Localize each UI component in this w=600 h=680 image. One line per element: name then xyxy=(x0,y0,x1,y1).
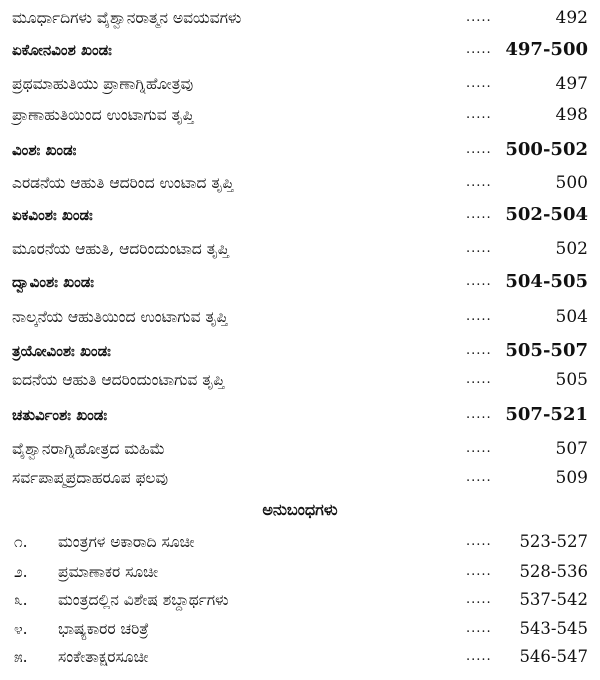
section-title: ತ್ರಯೋವಿಂಶಃ ಖಂಡಃ xyxy=(12,342,111,360)
toc-entry xyxy=(0,437,600,461)
leader-dots: ..... xyxy=(466,175,492,190)
leader-dots: ..... xyxy=(466,592,492,607)
item-title: ಸಂಕೇತಾಕ್ಷರಸೂಚೀ xyxy=(58,648,149,666)
leader-dots: ..... xyxy=(466,309,492,324)
page-range: 546-547 xyxy=(519,647,588,666)
entry-title: ಐದನೆಯ ಆಹುತಿ ಆದರಿಂದುಂಟಾಗುವ ತೃಪ್ತಿ xyxy=(12,371,225,389)
page-number: 497 xyxy=(555,74,588,94)
leader-dots: ..... xyxy=(466,534,492,549)
entry-title: ಪ್ರಾಣಾಹುತಿಯಿಂದ ಉಂಟಾಗುವ ತೃಪ್ತಿ xyxy=(12,106,194,124)
appendix-item xyxy=(0,617,600,641)
page-number: 500 xyxy=(555,173,588,193)
page-range: 523-527 xyxy=(519,532,588,551)
leader-dots: ..... xyxy=(466,10,492,25)
toc-entry xyxy=(0,305,600,329)
toc-section xyxy=(0,38,600,62)
appendix-item xyxy=(0,560,600,584)
page-range: 528-536 xyxy=(519,562,588,581)
leader-dots: ..... xyxy=(466,107,492,122)
toc-section xyxy=(0,270,600,294)
toc-entry xyxy=(0,466,600,490)
item-number: ೨. xyxy=(14,563,28,581)
leader-dots: ..... xyxy=(466,441,492,456)
section-title: ದ್ವಾವಿಂಶಃ ಖಂಡಃ xyxy=(12,273,95,291)
item-title: ಪ್ರಮಾಣಾಕರ ಸೂಚೀ xyxy=(58,563,159,581)
entry-title: ವೈಶ್ವಾನರಾಗ್ನಿಹೋತ್ರದ ಮಹಿಮೆ xyxy=(12,440,166,458)
appendix-heading: ಅನುಬಂಧಗಳು xyxy=(262,500,338,519)
page-range: 500-502 xyxy=(505,139,588,160)
leader-dots: ..... xyxy=(466,621,492,636)
appendix-item xyxy=(0,645,600,669)
page-range: 537-542 xyxy=(519,590,588,609)
page-number: 505 xyxy=(555,370,588,390)
section-title: ಏಕೋನವಿಂಶ ಖಂಡಃ xyxy=(12,41,112,59)
item-number: ೧. xyxy=(14,533,28,551)
leader-dots: ..... xyxy=(466,274,492,289)
page-number: 498 xyxy=(555,105,588,125)
leader-dots: ..... xyxy=(466,76,492,91)
leader-dots: ..... xyxy=(466,142,492,157)
entry-title: ಮೂರ್ಧಾದಿಗಳು ವೈಶ್ವಾನರಾತ್ಮನ ಅವಯವಗಳು xyxy=(12,9,242,27)
toc-section xyxy=(0,203,600,227)
toc-entry xyxy=(0,368,600,392)
entry-title: ಮೂರನೆಯ ಆಹುತಿ, ಆದರಿಂದುಂಟಾದ ತೃಪ್ತಿ xyxy=(12,240,230,258)
toc-entry xyxy=(0,6,600,30)
section-title: ವಿಂಶಃ ಖಂಡಃ xyxy=(12,141,77,159)
toc-section xyxy=(0,339,600,363)
page-range: 504-505 xyxy=(505,271,588,292)
leader-dots: ..... xyxy=(466,407,492,422)
leader-dots: ..... xyxy=(466,564,492,579)
page-number: 492 xyxy=(555,8,588,28)
leader-dots: ..... xyxy=(466,207,492,222)
toc-section xyxy=(0,403,600,427)
leader-dots: ..... xyxy=(466,343,492,358)
item-title: ಮಂತ್ರಗಳ ಅಕಾರಾದಿ ಸೂಚೀ xyxy=(58,533,195,551)
toc-entry xyxy=(0,237,600,261)
item-title: ಭಾಷ್ಯಕಾರರ ಚರಿತ್ರೆ xyxy=(58,620,149,638)
leader-dots: ..... xyxy=(466,241,492,256)
entry-title: ನಾಲ್ಕನೆಯ ಆಹುತಿಯಿಂದ ಉಂಟಾಗುವ ತೃಪ್ತಿ xyxy=(12,308,228,326)
page-number: 502 xyxy=(555,239,588,259)
appendix-item xyxy=(0,588,600,612)
leader-dots: ..... xyxy=(466,470,492,485)
page-range: 507-521 xyxy=(505,404,588,425)
entry-title: ಪ್ರಥಮಾಹುತಿಯು ಪ್ರಾಣಾಗ್ನಿಹೋತ್ರವು xyxy=(12,75,194,93)
page-number: 509 xyxy=(555,468,588,488)
section-title: ಏಕವಿಂಶಃ ಖಂಡಃ xyxy=(12,206,93,224)
item-number: ೫. xyxy=(14,648,28,666)
item-number: ೪. xyxy=(14,620,28,638)
toc-section xyxy=(0,138,600,162)
toc-entry xyxy=(0,103,600,127)
toc-entry xyxy=(0,72,600,96)
section-title: ಚತುರ್ವಿಂಶಃ ಖಂಡಃ xyxy=(12,406,108,424)
item-title: ಮಂತ್ರದಲ್ಲಿನ ವಿಶೇಷ ಶಬ್ದಾರ್ಥಗಳು xyxy=(58,591,229,609)
page-range: 543-545 xyxy=(519,619,588,638)
page-number: 504 xyxy=(555,307,588,327)
entry-title: ಸರ್ವಪಾಪ್ಮಪ್ರದಾಹರೂಪ ಫಲವು xyxy=(12,469,169,487)
page-range: 505-507 xyxy=(505,340,588,361)
leader-dots: ..... xyxy=(466,42,492,57)
leader-dots: ..... xyxy=(466,372,492,387)
entry-title: ಎರಡನೆಯ ಆಹುತಿ ಆದರಿಂದ ಉಂಟಾದ ತೃಪ್ತಿ xyxy=(12,174,234,192)
page-number: 507 xyxy=(555,439,588,459)
appendix-item xyxy=(0,530,600,554)
page-range: 497-500 xyxy=(505,39,588,60)
item-number: ೩. xyxy=(14,591,28,609)
leader-dots: ..... xyxy=(466,649,492,664)
toc-entry xyxy=(0,171,600,195)
page-range: 502-504 xyxy=(505,204,588,225)
